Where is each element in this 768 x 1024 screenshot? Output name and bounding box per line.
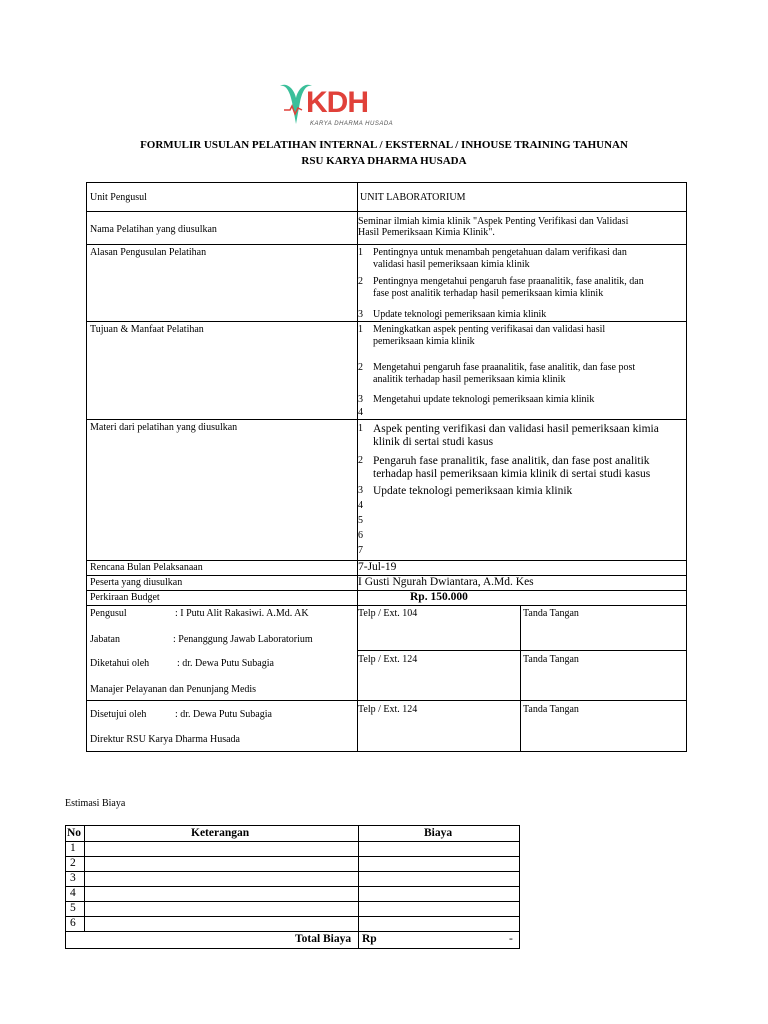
list-item: Pentingnya untuk menambah pengetahuan dalam verifikasi dan xyxy=(373,247,627,258)
col-header-keterangan: Keterangan xyxy=(191,827,250,839)
table-row-number: 2 xyxy=(70,857,76,869)
unit-label: Unit Pengusul xyxy=(90,192,147,203)
list-item: fase post analitik terhadap hasil pemeriksaan kimia klinik xyxy=(373,288,604,299)
budget-value: Rp. 150.000 xyxy=(410,591,468,603)
list-number: 6 xyxy=(358,530,363,541)
approval-role: Pengusul xyxy=(90,608,127,619)
list-number: 1 xyxy=(358,247,363,258)
form-subtitle: RSU KARYA DHARMA HUSADA xyxy=(301,155,467,167)
list-item: klinik di sertai studi kasus xyxy=(373,436,494,448)
rencana-value: 7-Jul-19 xyxy=(358,561,397,573)
list-item: Pengaruh fase pranalitik, fase analitik, dan fase post analitik xyxy=(373,455,650,467)
logo-text: KDH xyxy=(306,86,368,119)
list-item: Update teknologi pemeriksaan kimia klinik xyxy=(373,309,547,320)
list-number: 3 xyxy=(358,394,363,405)
list-item: Pentingnya mengetahui pengaruh fase praanalitik, fase analitik, dan xyxy=(373,276,644,287)
approval-telp: Telp / Ext. 124 xyxy=(358,654,418,665)
approval-telp: Telp / Ext. 124 xyxy=(358,704,418,715)
table-row-number: 5 xyxy=(70,902,76,914)
rencana-label: Rencana Bulan Pelaksanaan xyxy=(90,562,203,573)
approval-sub-value: : Penanggung Jawab Laboratorium xyxy=(173,634,313,645)
nama-label: Nama Pelatihan yang diusulkan xyxy=(90,224,217,235)
list-item: Mengetahui update teknologi pemeriksaan kimia klinik xyxy=(373,394,595,405)
peserta-label: Peserta yang diusulkan xyxy=(90,577,183,588)
list-number: 3 xyxy=(358,485,363,496)
budget-label: Perkiraan Budget xyxy=(90,592,160,603)
approval-sub-label: Jabatan xyxy=(90,634,120,645)
logo-subtitle: KARYA DHARMA HUSADA xyxy=(310,121,394,127)
list-item: Aspek penting verifikasi dan validasi hasil pemeriksaan kimia xyxy=(373,423,659,435)
table-row-number: 6 xyxy=(70,917,76,929)
list-number: 1 xyxy=(358,423,363,434)
list-item: analitik terhadap hasil pemeriksaan kimia klinik xyxy=(373,374,566,385)
list-number: 1 xyxy=(358,324,363,335)
list-number: 2 xyxy=(358,362,363,373)
list-item: Meningkatkan aspek penting verifikasai dan validasi hasil xyxy=(373,324,606,335)
approval-sub-label: Direktur RSU Karya Dharma Husada xyxy=(90,734,240,745)
signature-field[interactable]: Tanda Tangan xyxy=(523,704,579,715)
approval-name: : I Putu Alit Rakasiwi. A.Md. AK xyxy=(175,608,309,619)
unit-value: UNIT LABORATORIUM xyxy=(360,192,466,203)
col-header-biaya: Biaya xyxy=(424,827,453,839)
signature-field[interactable]: Tanda Tangan xyxy=(523,608,579,619)
approval-role: Disetujui oleh xyxy=(90,709,147,720)
total-currency: Rp xyxy=(362,933,377,945)
alasan-label: Alasan Pengusulan Pelatihan xyxy=(90,247,207,258)
materi-label: Materi dari pelatihan yang diusulkan xyxy=(90,422,238,433)
estimasi-title: Estimasi Biaya xyxy=(65,798,126,809)
peserta-value: I Gusti Ngurah Dwiantara, A.Md. Kes xyxy=(358,576,534,588)
list-item: Update teknologi pemeriksaan kimia klinik xyxy=(373,485,573,497)
signature-field[interactable]: Tanda Tangan xyxy=(523,654,579,665)
list-number: 4 xyxy=(358,407,363,418)
form-title: FORMULIR USULAN PELATIHAN INTERNAL / EKSTERNAL / INHOUSE TRAINING TAHUNAN xyxy=(140,139,628,151)
kdh-logo xyxy=(276,80,396,132)
approval-sub-label: Manajer Pelayanan dan Penunjang Medis xyxy=(90,684,257,695)
table-row-number: 3 xyxy=(70,872,76,884)
list-number: 3 xyxy=(358,309,363,320)
list-item: Mengetahui pengaruh fase praanalitik, fase analitik, dan fase post xyxy=(373,362,636,373)
list-item: validasi hasil pemeriksaan kimia klinik xyxy=(373,259,530,270)
tujuan-label: Tujuan & Manfaat Pelatihan xyxy=(90,324,204,335)
total-label: Total Biaya xyxy=(295,933,352,945)
approval-role: Diketahui oleh xyxy=(90,658,150,669)
list-item: pemeriksaan kimia klinik xyxy=(373,336,475,347)
nama-value-line1: Seminar ilmiah kimia klinik "Aspek Penting Verifikasi dan Validasi xyxy=(358,216,629,227)
total-value: - xyxy=(509,933,513,945)
nama-value-line2: Hasil Pemeriksaan Kimia Klinik". xyxy=(358,227,495,238)
approval-name: : dr. Dewa Putu Subagia xyxy=(175,709,272,720)
list-item: terhadap hasil pemeriksaan kimia klinik di sertai studi kasus xyxy=(373,468,651,480)
approval-name: : dr. Dewa Putu Subagia xyxy=(177,658,274,669)
list-number: 2 xyxy=(358,276,363,287)
table-row-number: 4 xyxy=(70,887,76,899)
list-number: 4 xyxy=(358,500,363,511)
approval-telp: Telp / Ext. 104 xyxy=(358,608,418,619)
table-row-number: 1 xyxy=(70,842,76,854)
list-number: 7 xyxy=(358,545,363,556)
list-number: 5 xyxy=(358,515,363,526)
col-header-no: No xyxy=(67,827,82,839)
list-number: 2 xyxy=(358,455,363,466)
